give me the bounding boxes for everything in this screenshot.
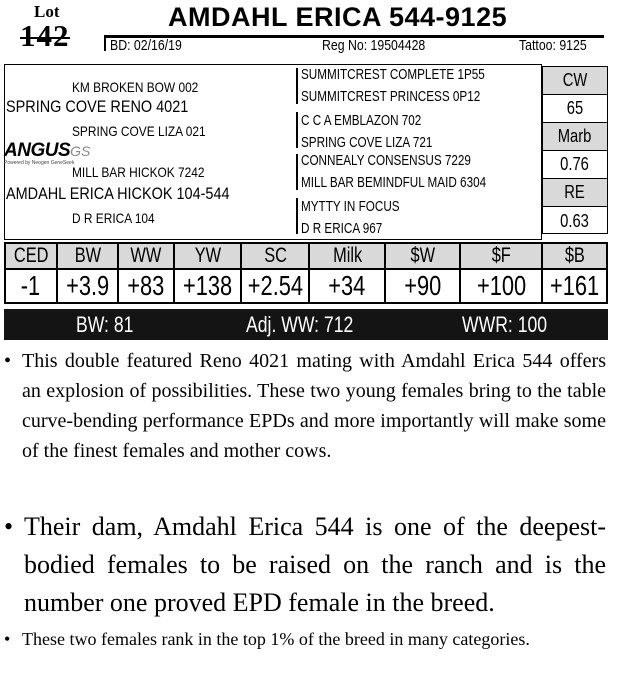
performance-bar [4,309,608,340]
birth-date: BD: 02/16/19 [110,37,182,54]
epd-value: -1 [21,270,41,301]
pedigree-ancestor: SUMMITCREST COMPLETE 1P55 [301,66,485,83]
pedigree-ancestor: SUMMITCREST PRINCESS 0P12 [301,88,481,105]
registration-number: Reg No: 19504428 [322,37,426,54]
dam-dam: D R ERICA 104 [72,210,155,226]
pedigree-ancestor: MILL BAR BEMINDFUL MAID 6304 [301,174,487,191]
epd-value: +34 [328,270,366,301]
re-value: 0.63 [560,210,590,231]
cw-header: CW [543,67,607,95]
pedigree-section [0,60,618,240]
lot-number: 142 [20,18,70,53]
pedigree-bracket [296,198,298,234]
carcass-epd-panel [542,66,608,234]
epd-header: WW [119,244,173,270]
pedigree-ancestor: C C A EMBLAZON 702 [301,112,422,129]
epd-header: $W [386,244,460,270]
marb-value: 0.76 [543,151,607,179]
lot-header [0,0,618,60]
epd-header: $F [461,244,540,270]
pedigree-ancestor: SPRING COVE LIZA 721 [301,134,433,151]
pedigree-bracket [296,112,298,148]
epd-column-b-index [543,244,606,302]
weaning-weight-ratio: WWR: 100 [462,312,548,337]
marb-header: Marb [543,123,607,151]
dam: AMDAHL ERICA HICKOK 104-544 [6,184,230,203]
epd-header: Milk [310,244,384,270]
lot-label: Lot [34,2,60,21]
re-header: RE [543,179,607,207]
cw-value: 65 [543,95,607,123]
epd-value: +2.54 [247,270,304,301]
epd-header: SC [242,244,308,270]
bullet-icon: • [4,629,11,649]
epd-header: CED [6,244,56,270]
epd-value: +100 [476,270,526,301]
epd-value: +3.9 [65,270,110,301]
epd-column-sc [242,244,310,302]
description-bullet [4,346,606,466]
bullet-text: This double featured Reno 4021 mating with Amdahl Erica 544 offers an explosion of possibilities. These two young females bring to the table curve-bending performance EPDs and more importantly will make some of the finest females and mother cows. [22,350,606,462]
birth-weight: BW: 81 [76,312,134,337]
pedigree-bracket [296,154,298,190]
sire-dam: SPRING COVE LIZA 021 [72,123,206,139]
tattoo: Tattoo: 9125 [519,37,587,54]
description-bullet [4,508,606,622]
epd-header: $B [543,244,606,270]
angus-logo-subtitle: Powered by Neogen GeneSeek [4,160,75,166]
epd-column-f-index [461,244,542,302]
epd-column-bw [58,244,120,302]
epd-column-ced [6,244,58,302]
epd-column-yw [175,244,243,302]
header-divider-tick [104,35,106,51]
angus-logo-suffix: GS [70,143,91,159]
pedigree-ancestor: CONNEALY CONSENSUS 7229 [301,152,471,169]
epd-value: +161 [549,270,600,301]
description-bullet [4,624,606,654]
bullet-icon: • [4,512,14,541]
angus-logo-text: ANGUS [4,140,71,161]
epd-value: +83 [127,270,165,301]
adjusted-weaning-weight: Adj. WW: 712 [246,312,354,337]
animal-name: AMDAHL ERICA 544-9125 [168,2,508,32]
epd-column-ww [119,244,175,302]
epd-table [4,242,608,304]
bullet-icon: • [4,350,12,372]
dam-sire: MILL BAR HICKOK 7242 [72,164,205,180]
sire-sire: KM BROKEN BOW 002 [72,79,199,95]
epd-column-milk [310,244,386,302]
angus-gs-logo [4,140,90,162]
epd-column-w-index [386,244,462,302]
sire: SPRING COVE RENO 4021 [6,97,189,116]
epd-header: YW [175,244,241,270]
pedigree-ancestor: D R ERICA 967 [301,220,383,237]
bullet-text: Their dam, Amdahl Erica 544 is one of the deepest-bodied females to be raised on the ranch and is the number one proved EPD female in the breed. [24,512,606,617]
pedigree-bracket [296,68,298,104]
epd-value: +90 [404,270,442,301]
bullet-text: These two females rank in the top 1% of the breed in many categories. [22,629,530,649]
pedigree-ancestor: MYTTY IN FOCUS [301,198,400,215]
epd-value: +138 [183,270,233,301]
epd-header: BW [58,244,118,270]
